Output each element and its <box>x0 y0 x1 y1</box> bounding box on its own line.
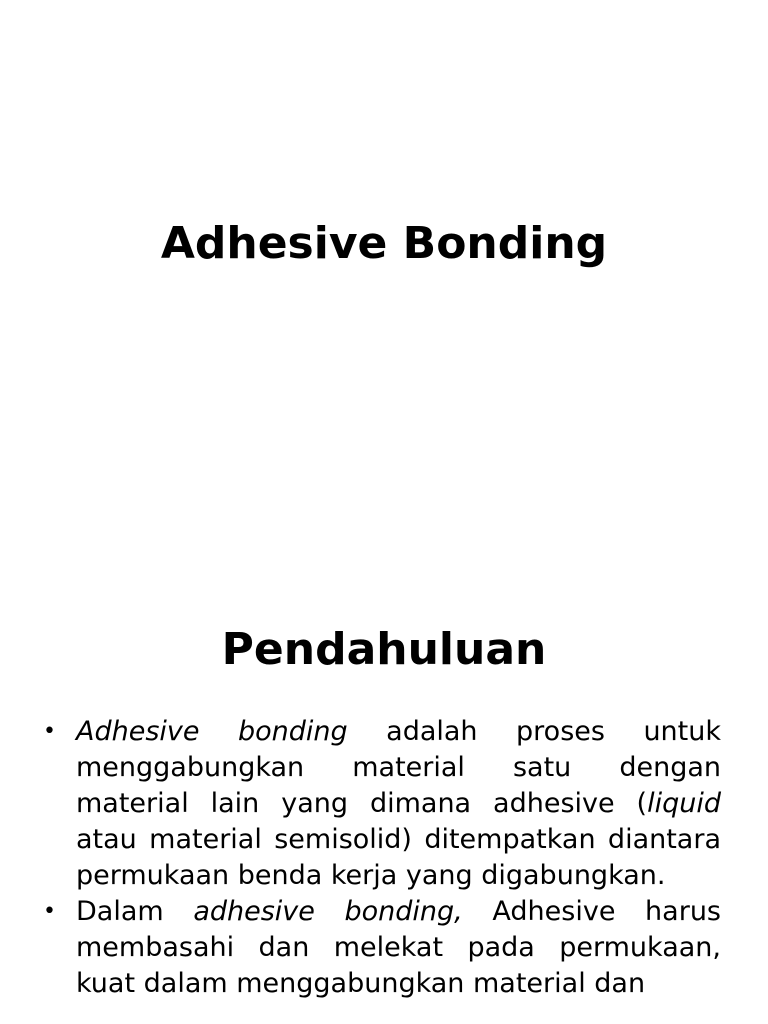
bullet-italic-term: adhesive bonding, <box>193 896 463 927</box>
bullet-italic-term: liquid <box>647 788 721 819</box>
bullet-dot-icon: • <box>43 899 56 924</box>
bullet-text: Adhesive harus membasahi dan melekat pada permukaan, kuat dalam menggabungkan material dan <box>76 896 721 999</box>
bullet-text: adalah proses untuk menggabungkan material satu dengan material lain yang dimana adhesive ( <box>76 716 722 819</box>
slide-introduction <box>0 576 768 1024</box>
bullet-item <box>43 714 722 894</box>
slide-title-heading: Adhesive Bonding <box>160 218 608 269</box>
bullet-dot-icon: • <box>43 719 56 744</box>
bullet-list <box>0 714 768 1002</box>
bullet-italic-term: Adhesive bonding <box>76 716 348 747</box>
bullet-item <box>43 894 721 1002</box>
bullet-text: Dalam <box>76 896 194 927</box>
section-heading: Pendahuluan <box>221 624 547 675</box>
bullet-text: atau material semisolid) ditempatkan diantara permukaan benda kerja yang digabungkan. <box>76 824 721 891</box>
